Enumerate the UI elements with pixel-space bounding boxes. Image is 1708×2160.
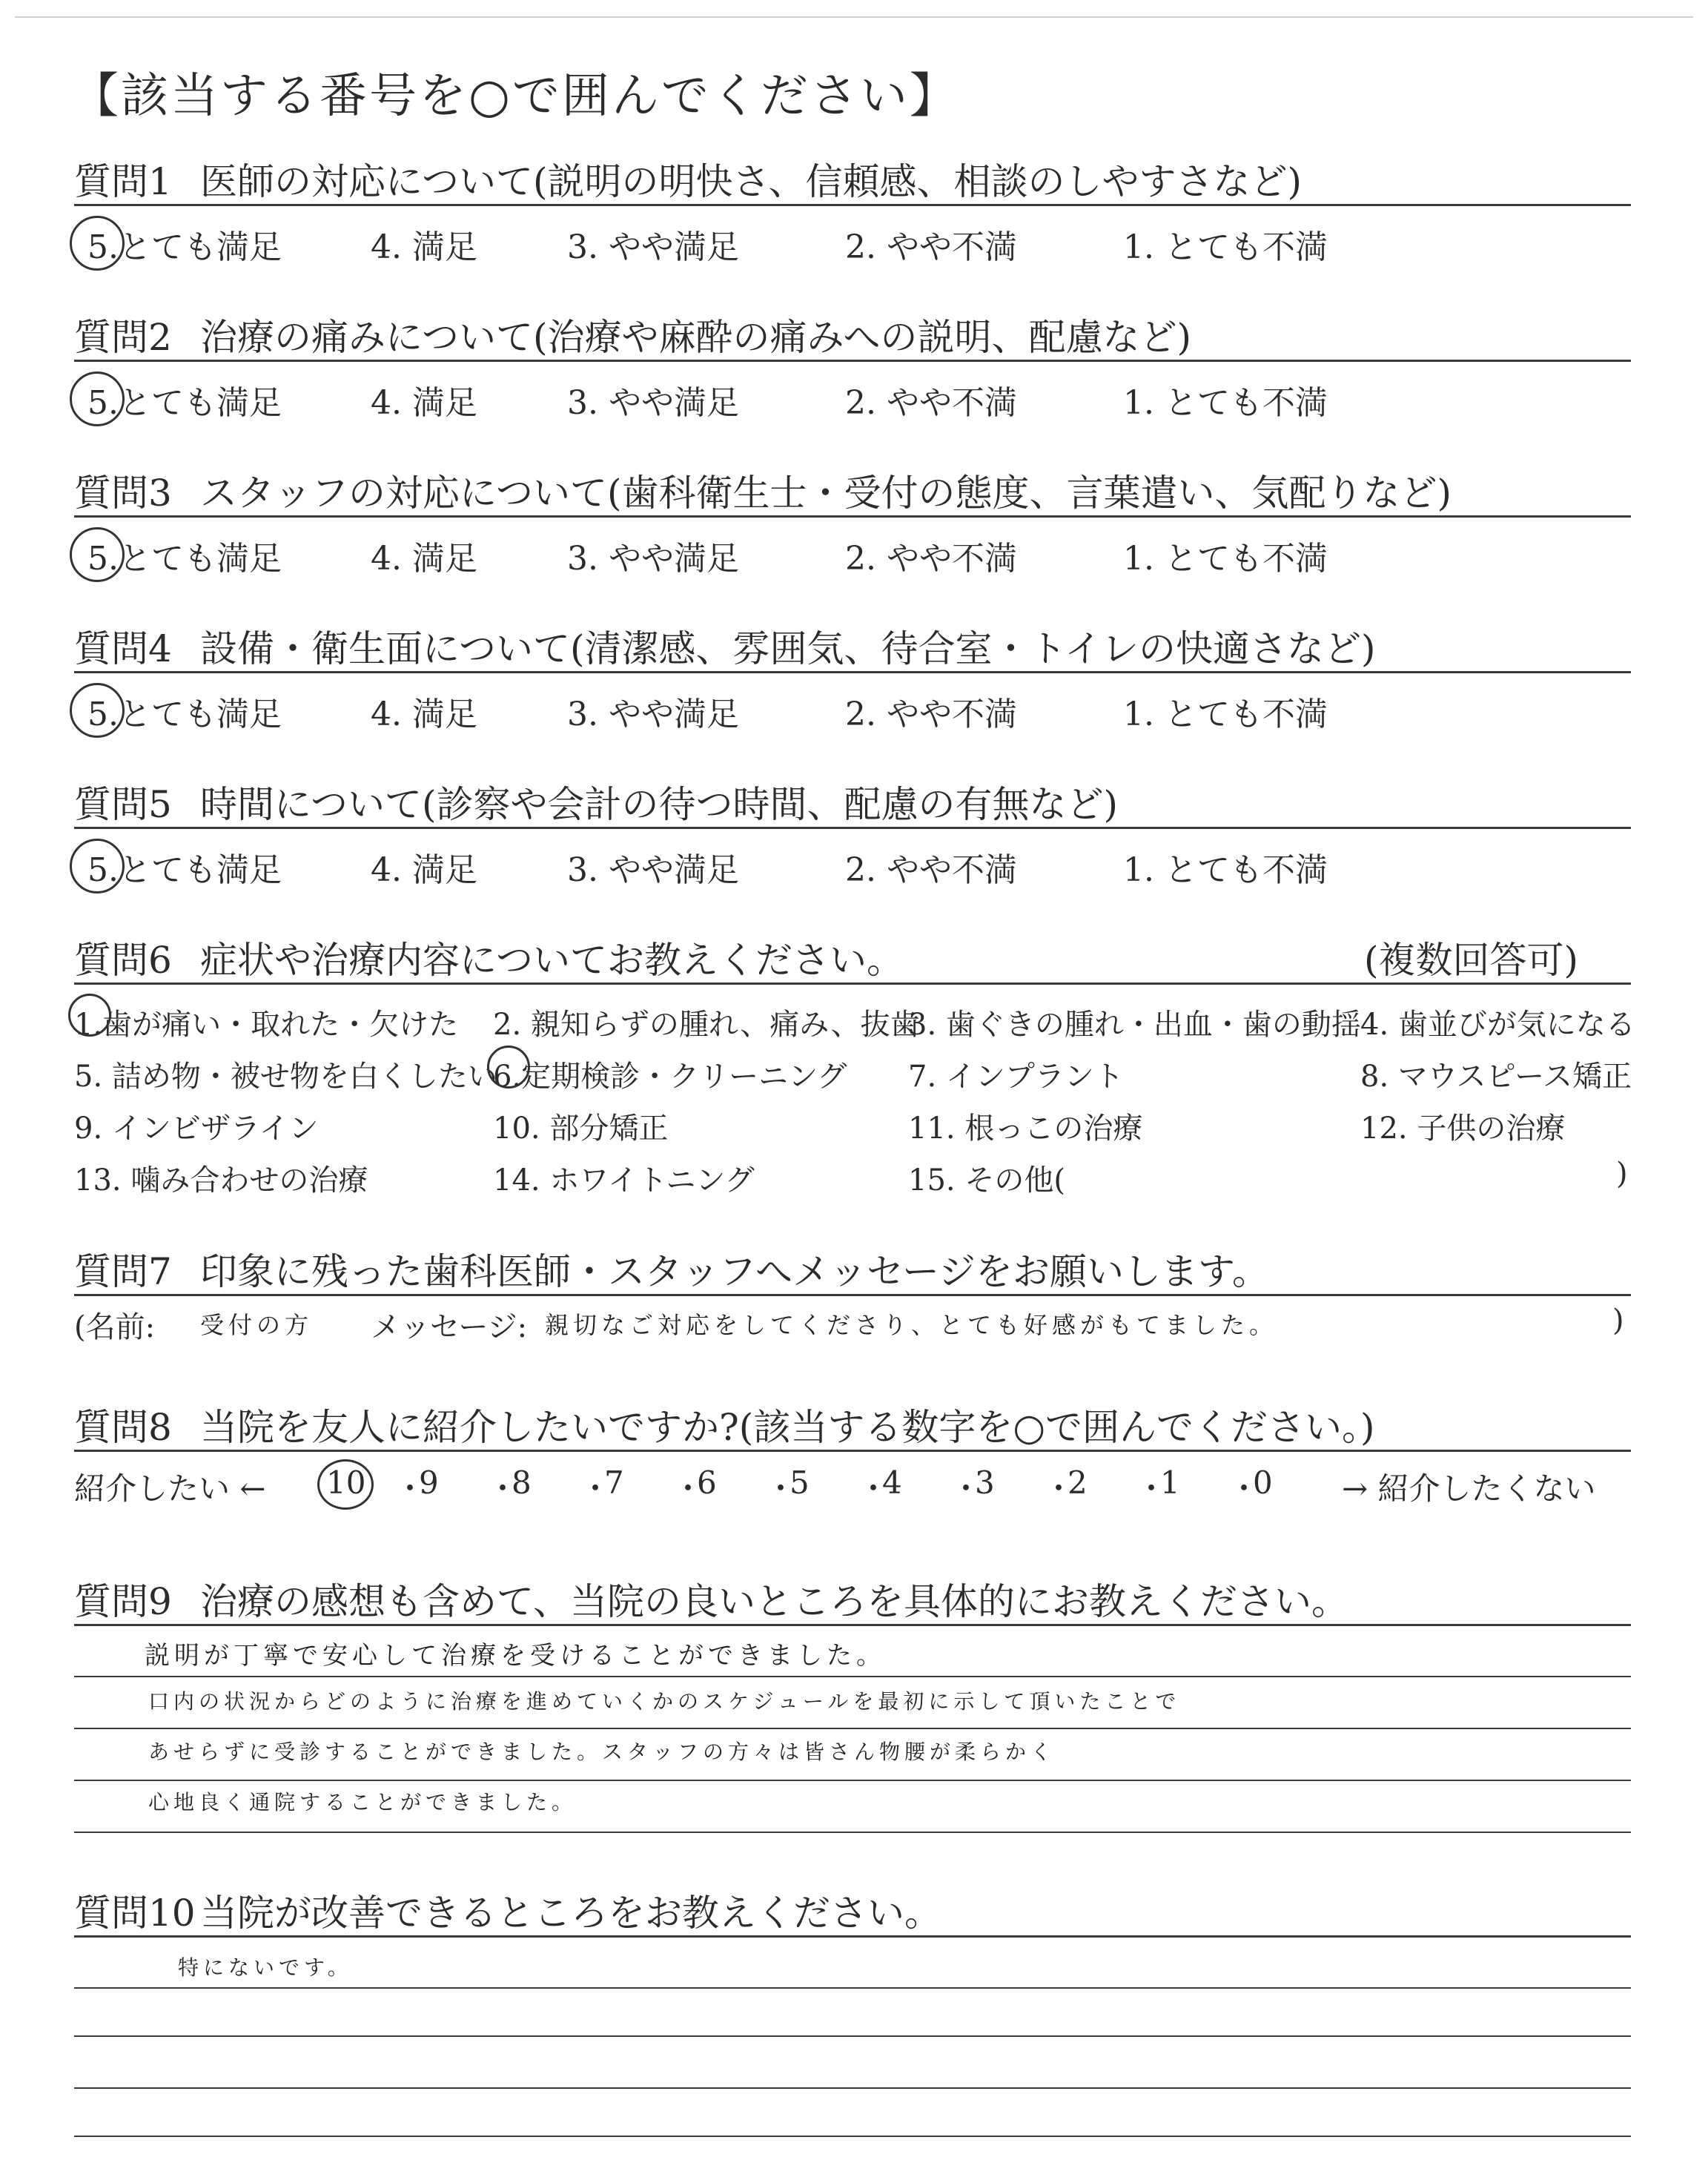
recommend-score-5[interactable]: 5	[790, 1464, 810, 1501]
question-number: 質問5	[74, 783, 172, 826]
recommend-score-4[interactable]: 4	[882, 1464, 902, 1501]
multiple-answer-note: (複数回答可)	[1364, 939, 1579, 982]
symptom-option-8[interactable]: 8. マウスピース矯正	[1360, 1060, 1632, 1094]
scale-separator: ・	[672, 1470, 704, 1507]
selection-circle	[70, 371, 125, 426]
scale-separator: ・	[1228, 1470, 1260, 1507]
question-7-heading	[74, 1242, 1269, 1295]
rating-option-3[interactable]: 3. やや満足	[567, 696, 739, 733]
message-close-paren: )	[1612, 1304, 1624, 1338]
question-underline	[74, 1294, 1631, 1296]
good-points-line-1[interactable]: 説明が丁寧で安心して治療を受けることができました。	[145, 1641, 886, 1671]
question-text: 症状や治療内容についてお教えください。	[200, 939, 904, 982]
rating-option-4[interactable]: 4. 満足	[371, 696, 477, 733]
rating-row-1	[74, 220, 1631, 265]
question-text: スタッフの対応について(歯科衛生士・受付の態度、言葉遣い、気配りなど)	[200, 472, 1452, 515]
symptom-option-2[interactable]: 2. 親知らずの腫れ、痛み、抜歯	[493, 1008, 920, 1042]
symptom-option-10[interactable]: 10. 部分矯正	[493, 1112, 669, 1146]
symptom-option-9[interactable]: 9. インビザライン	[74, 1112, 319, 1146]
scale-separator: ・	[1136, 1470, 1168, 1507]
rating-option-1[interactable]: 1. とても不満	[1123, 228, 1328, 266]
question-underline	[74, 827, 1631, 829]
selection-circle	[317, 1459, 374, 1510]
question-number: 質問9	[74, 1580, 172, 1623]
question-underline	[74, 1450, 1631, 1452]
question-1-heading	[74, 152, 1302, 205]
question-number: 質問1	[74, 160, 172, 203]
top-border	[15, 16, 1693, 18]
rating-option-4[interactable]: 4. 満足	[371, 851, 477, 889]
selection-circle	[70, 839, 125, 894]
answer-line	[74, 1987, 1631, 1989]
question-underline	[74, 360, 1631, 362]
rating-option-2[interactable]: 2. やや不満	[845, 540, 1017, 578]
question-text: 当院を友人に紹介したいですか?(該当する数字を○で囲んでください。)	[200, 1406, 1375, 1449]
good-points-line-2[interactable]: 口内の状況からどのように治療を進めていくかのスケジュールを最初に示して頂いたことで	[148, 1689, 1181, 1714]
symptom-option-7[interactable]: 7. インプラント	[908, 1060, 1124, 1094]
recommend-label: 紹介したい ←	[74, 1470, 266, 1507]
symptom-option-13[interactable]: 13. 噛み合わせの治療	[74, 1163, 368, 1198]
question-text: 医師の対応について(説明の明快さ、信頼感、相談のしやすさなど)	[200, 160, 1302, 203]
question-text: 当院が改善できるところをお教えください。	[200, 1892, 941, 1935]
question-number: 質問8	[74, 1406, 172, 1449]
selection-circle	[487, 1046, 530, 1089]
page-title: 【該当する番号を○で囲んでください】	[71, 69, 959, 124]
question-2-heading	[74, 308, 1191, 361]
recommend-score-10[interactable]: 10	[326, 1464, 366, 1501]
recommend-score-3[interactable]: 3	[975, 1464, 995, 1501]
question-8-heading	[74, 1398, 1374, 1451]
rating-option-3[interactable]: 3. やや満足	[567, 851, 739, 889]
scale-separator: ・	[765, 1470, 797, 1507]
rating-row-4	[74, 687, 1631, 732]
question-underline	[74, 1935, 1631, 1938]
scale-separator: ・	[394, 1470, 426, 1507]
rating-option-2[interactable]: 2. やや不満	[845, 384, 1017, 422]
question-number: 質問3	[74, 472, 172, 515]
rating-row-5	[74, 843, 1631, 888]
symptom-option-15[interactable]: 15. その他(	[908, 1163, 1065, 1198]
symptom-option-14[interactable]: 14. ホワイトニング	[493, 1163, 755, 1198]
name-value[interactable]: 受付の方	[200, 1311, 314, 1339]
recommend-score-8[interactable]: 8	[512, 1464, 532, 1501]
recommend-score-6[interactable]: 6	[697, 1464, 717, 1501]
question-number: 質問6	[74, 939, 172, 982]
question-text: 時間について(診察や会計の待つ時間、配慮の有無など)	[200, 783, 1119, 826]
question-underline	[74, 1624, 1631, 1626]
rating-row-2	[74, 376, 1631, 420]
answer-line	[74, 2087, 1631, 2089]
answer-line	[74, 1728, 1631, 1729]
rating-option-3[interactable]: 3. やや満足	[567, 228, 739, 266]
selection-circle	[68, 994, 111, 1037]
rating-option-5[interactable]: 5.とても満足	[87, 540, 282, 578]
question-number: 質問7	[74, 1250, 172, 1293]
answer-line	[74, 1780, 1631, 1781]
improvement-line-1[interactable]: 特にないです。	[178, 1955, 353, 1980]
recommend-score-9[interactable]: 9	[419, 1464, 439, 1501]
question-text: 設備・衛生面について(清潔感、雰囲気、待合室・トイレの快適さなど)	[200, 627, 1376, 670]
rating-option-2[interactable]: 2. やや不満	[845, 228, 1017, 266]
good-points-line-4[interactable]: 心地良く通院することができました。	[148, 1790, 577, 1814]
recommend-score-1[interactable]: 1	[1160, 1464, 1180, 1501]
selection-circle	[70, 216, 125, 271]
rating-option-5[interactable]: 5.とても満足	[87, 384, 282, 422]
rating-option-5[interactable]: 5.とても満足	[87, 696, 282, 733]
question-underline	[74, 204, 1631, 206]
question-number: 質問10	[74, 1892, 196, 1935]
other-close-paren: )	[1616, 1157, 1628, 1191]
question-3-heading	[74, 463, 1452, 517]
question-text: 治療の感想も含めて、当院の良いところを具体的にお教えください。	[200, 1580, 1348, 1623]
question-underline	[74, 515, 1631, 518]
scale-separator: ・	[1043, 1470, 1075, 1507]
good-points-line-3[interactable]: あせらずに受診することができました。スタッフの方々は皆さん物腰が柔らかく	[148, 1740, 1056, 1764]
selection-circle	[70, 683, 125, 738]
scale-separator: ・	[487, 1470, 519, 1507]
rating-option-5[interactable]: 5.とても満足	[87, 228, 282, 266]
rating-option-4[interactable]: 4. 満足	[371, 384, 477, 422]
rating-option-2[interactable]: 2. やや不満	[845, 851, 1017, 889]
rating-option-1[interactable]: 1. とても不満	[1123, 540, 1328, 578]
question-text: 治療の痛みについて(治療や麻酔の痛みへの説明、配慮など)	[200, 316, 1192, 359]
message-value[interactable]: 親切なご対応をしてくださり、とても好感がもてました。	[545, 1311, 1278, 1339]
rating-option-1[interactable]: 1. とても不満	[1123, 851, 1328, 889]
symptom-option-3[interactable]: 3. 歯ぐきの腫れ・出血・歯の動揺	[908, 1008, 1361, 1042]
rating-option-2[interactable]: 2. やや不満	[845, 696, 1017, 733]
name-label: (名前:	[74, 1310, 156, 1344]
symptom-option-6[interactable]: 6.定期検診・クリーニング	[493, 1060, 847, 1094]
recommend-score-7[interactable]: 7	[604, 1464, 624, 1501]
rating-option-3[interactable]: 3. やや満足	[567, 384, 739, 422]
message-label: メッセージ:	[371, 1310, 528, 1344]
question-4-heading	[74, 619, 1376, 673]
answer-line	[74, 1676, 1631, 1677]
question-text: 印象に残った歯科医師・スタッフへメッセージをお願いします。	[200, 1250, 1269, 1293]
question-number: 質問2	[74, 316, 172, 359]
scale-separator: ・	[950, 1470, 982, 1507]
answer-line	[74, 1832, 1631, 1833]
question-number: 質問4	[74, 627, 172, 670]
scale-separator: ・	[858, 1470, 890, 1507]
symptom-option-4[interactable]: 4. 歯並びが気になる	[1360, 1008, 1635, 1042]
recommend-score-0[interactable]: 0	[1253, 1464, 1273, 1501]
rating-option-4[interactable]: 4. 満足	[371, 540, 477, 578]
symptom-option-1[interactable]: 1.歯が痛い・取れた・欠けた	[74, 1008, 459, 1042]
recommend-score-2[interactable]: 2	[1068, 1464, 1088, 1501]
symptom-option-5[interactable]: 5. 詰め物・被せ物を白くしたい	[74, 1060, 497, 1094]
question-underline	[74, 671, 1631, 673]
not-recommend-label: → 紹介したくない	[1342, 1470, 1596, 1507]
question-10-heading	[74, 1883, 941, 1937]
rating-option-5[interactable]: 5.とても満足	[87, 851, 282, 889]
answer-line	[74, 2136, 1631, 2137]
rating-option-4[interactable]: 4. 満足	[371, 228, 477, 266]
symptom-option-11[interactable]: 11. 根っこの治療	[908, 1112, 1143, 1146]
question-9-heading	[74, 1572, 1348, 1625]
rating-row-3	[74, 532, 1631, 576]
selection-circle	[70, 527, 125, 582]
scale-separator: ・	[580, 1470, 612, 1507]
answer-line	[74, 2035, 1631, 2037]
symptom-option-12[interactable]: 12. 子供の治療	[1360, 1112, 1566, 1146]
rating-option-1[interactable]: 1. とても不満	[1123, 696, 1328, 733]
rating-option-3[interactable]: 3. やや満足	[567, 540, 739, 578]
question-5-heading	[74, 775, 1118, 828]
rating-option-1[interactable]: 1. とても不満	[1123, 384, 1328, 422]
question-6-heading	[74, 931, 904, 984]
